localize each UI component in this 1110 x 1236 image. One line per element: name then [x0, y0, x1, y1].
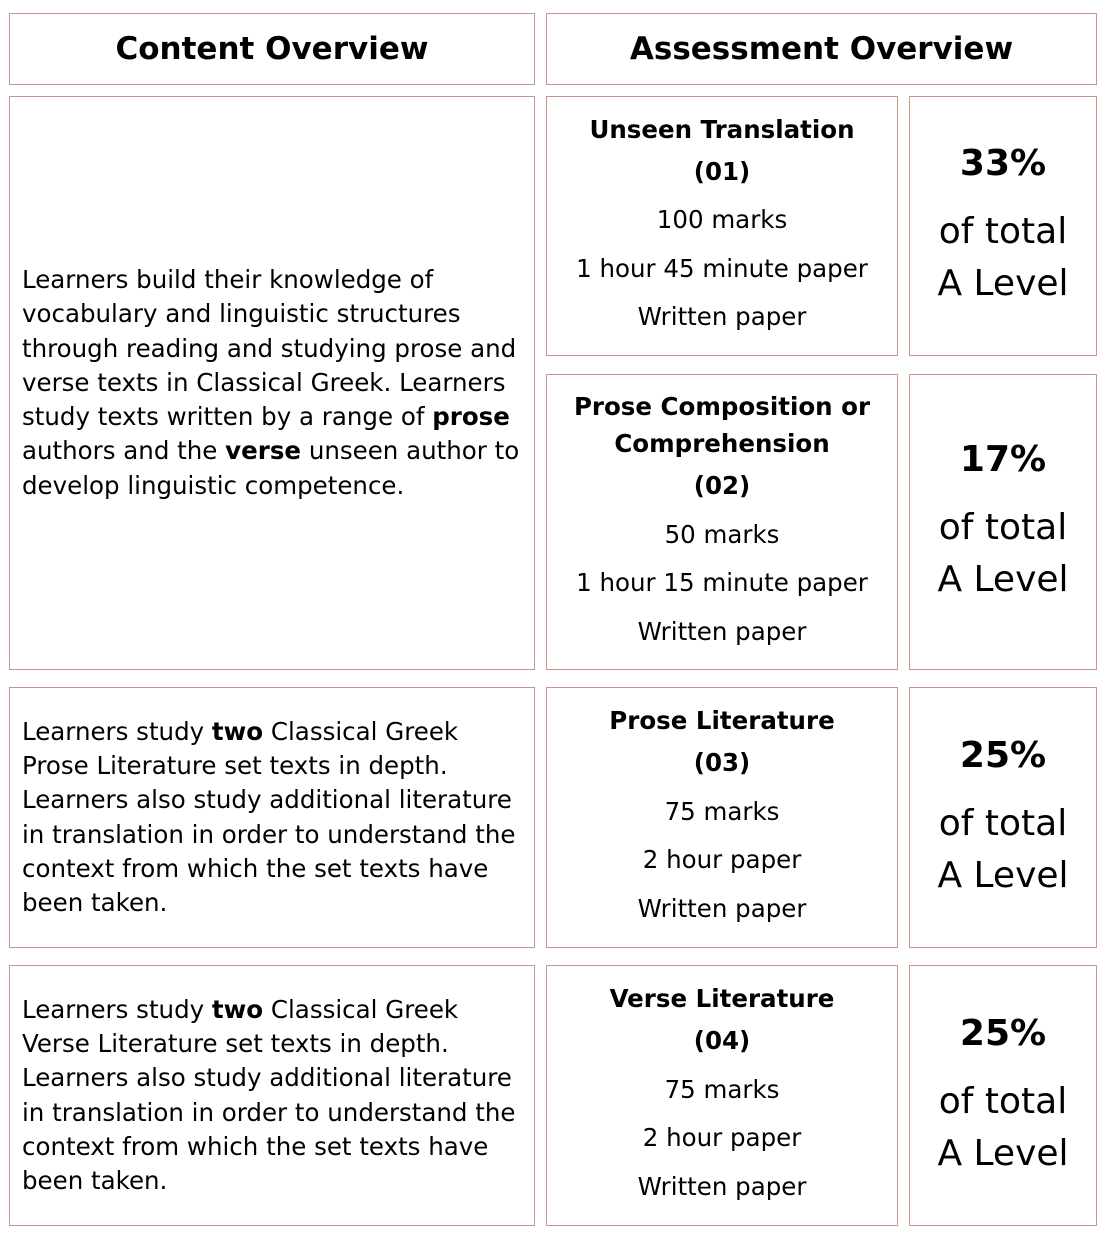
weighting-level: A Level [937, 263, 1069, 304]
weighting-of-total: of total [938, 1080, 1068, 1122]
content-cell-3 [9, 965, 535, 1226]
assessment-cell-02 [546, 374, 898, 670]
weighting-level: A Level [937, 854, 1069, 896]
weighting-cell-01 [909, 96, 1097, 356]
weighting-level: A Level [937, 1132, 1069, 1174]
component-duration: 1 hour 15 minute paper [576, 568, 868, 597]
component-title: Prose Literature [609, 706, 835, 735]
weighting-of-total: of total [938, 507, 1068, 548]
component-code: (02) [693, 471, 751, 500]
weighting-cell-04 [909, 965, 1097, 1226]
weighting-percent: 17% [959, 439, 1047, 480]
assessment-cell-04 [546, 965, 898, 1226]
content-text-2: Learners study two Classical Greek Prose Literature set texts in depth. Learners also study additional literature in translation in order to understand the context from which the set texts have been taken. [22, 716, 516, 917]
assessment-overview-header [546, 13, 1097, 85]
component-title: Unseen Translation [589, 114, 855, 144]
content-overview-title: Content Overview [115, 31, 429, 67]
weighting-cell-03 [909, 687, 1097, 948]
content-cell-2 [9, 687, 535, 948]
assessment-overview-title: Assessment Overview [629, 31, 1014, 67]
component-type: Written paper [637, 1171, 807, 1201]
content-cell-1 [9, 96, 535, 670]
content-text-1: Learners build their knowledge of vocabulary and linguistic structures through reading and studying prose and verse texts in Classical Greek. Learners study texts written by a range of prose authors and the verse unseen author to develop linguistic competence. [22, 265, 520, 500]
content-text-3: Learners study two Classical Greek Verse Literature set texts in depth. Learners also study additional literature in translation in order to understand the context from which the set texts have been taken. [22, 994, 516, 1195]
component-marks: 50 marks [664, 519, 780, 549]
assessment-cell-01 [546, 96, 898, 356]
component-duration: 1 hour 45 minute paper [576, 253, 868, 283]
weighting-cell-02 [909, 374, 1097, 670]
component-title-line-2: Comprehension [614, 429, 830, 458]
weighting-of-total: of total [938, 802, 1068, 844]
component-type: Written paper [637, 893, 807, 923]
component-type: Written paper [637, 302, 807, 331]
weighting-percent: 25% [959, 734, 1047, 776]
weighting-percent: 33% [959, 143, 1047, 184]
component-code: (01) [693, 156, 751, 186]
weighting-of-total: of total [938, 211, 1068, 252]
component-marks: 75 marks [664, 1074, 780, 1104]
component-marks: 100 marks [656, 205, 788, 234]
component-code: (04) [693, 1026, 751, 1055]
assessment-cell-03 [546, 687, 898, 948]
weighting-level: A Level [937, 559, 1069, 600]
component-duration: 2 hour paper [642, 845, 802, 874]
component-duration: 2 hour paper [642, 1123, 802, 1152]
component-title: Prose Composition or [573, 392, 871, 421]
content-overview-header [9, 13, 535, 85]
component-code: (03) [693, 748, 751, 777]
weighting-percent: 25% [959, 1012, 1047, 1054]
component-marks: 75 marks [664, 796, 780, 826]
component-type: Written paper [637, 616, 807, 646]
component-title: Verse Literature [609, 984, 835, 1013]
